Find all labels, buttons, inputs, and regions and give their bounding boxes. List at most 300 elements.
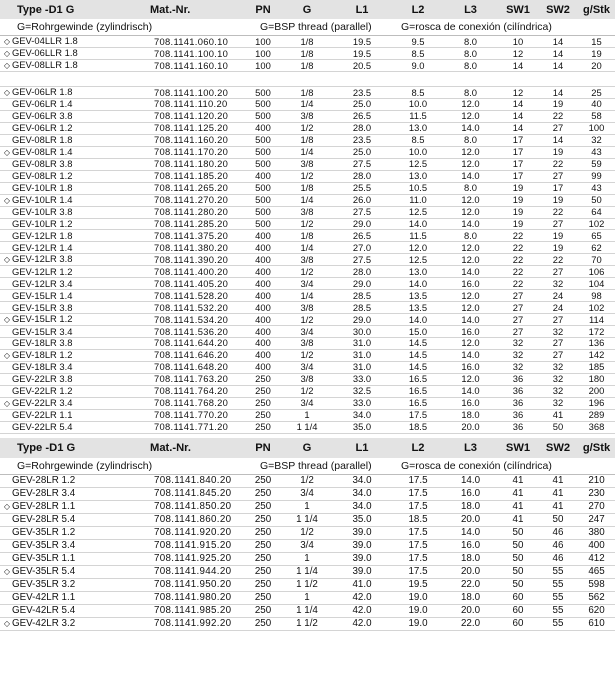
cell-type — [0, 539, 148, 552]
cell-mat-nr: 708.1141.270.20 — [148, 194, 243, 206]
header-l3: L3 — [443, 0, 498, 19]
cell-l2: 12.5 — [393, 206, 443, 218]
cell-g: 1 1/2 — [283, 578, 331, 591]
cell-sw2: 27 — [538, 338, 578, 350]
header-type: Type -D1 G — [0, 438, 148, 458]
cell-type — [0, 302, 148, 314]
cell-mat-nr: 708.1141.185.20 — [148, 170, 243, 182]
cell-l2: 17.5 — [393, 526, 443, 539]
cell-g-stk: 620 — [578, 604, 615, 617]
cell-l2: 9.5 — [393, 36, 443, 48]
cell-l2: 17.5 — [393, 539, 443, 552]
table-row — [0, 513, 615, 526]
cell-l1: 26.5 — [331, 230, 393, 242]
diamond-icon: ◇ — [3, 147, 11, 157]
cell-type — [0, 254, 148, 266]
cell-g: 3/4 — [283, 326, 331, 338]
cell-type — [0, 194, 148, 206]
cell-mat-nr: 708.1141.992.20 — [148, 617, 243, 630]
cell-sw1: 17 — [498, 146, 538, 158]
cell-pn: 400 — [243, 349, 283, 361]
cell-sw1: 17 — [498, 134, 538, 146]
table-row — [0, 349, 615, 361]
cell-l2: 13.5 — [393, 290, 443, 302]
cell-pn: 250 — [243, 578, 283, 591]
cell-type — [0, 326, 148, 338]
thread-note-de: G=Rohrgewinde (zylindrisch) — [0, 19, 243, 36]
cell-sw2: 32 — [538, 385, 578, 397]
cell-pn: 250 — [243, 604, 283, 617]
cell-l3: 14.0 — [443, 266, 498, 278]
diamond-icon: ◇ — [3, 255, 11, 265]
cell-g-stk: 19 — [578, 48, 615, 60]
cell-sw2: 32 — [538, 361, 578, 373]
type-label: GEV-10LR 1.2 — [12, 218, 73, 229]
cell-sw2: 27 — [538, 170, 578, 182]
cell-g-stk: 562 — [578, 591, 615, 604]
cell-mat-nr: 708.1141.980.20 — [148, 591, 243, 604]
cell-g-stk: 210 — [578, 474, 615, 487]
table-row — [0, 385, 615, 397]
diamond-icon: ◇ — [3, 398, 11, 408]
cell-l3: 20.0 — [443, 565, 498, 578]
cell-sw2: 46 — [538, 539, 578, 552]
cell-pn: 500 — [243, 110, 283, 122]
cell-type — [0, 349, 148, 361]
type-label: GEV-08LR 3.8 — [12, 158, 73, 170]
cell-mat-nr: 708.1141.125.20 — [148, 122, 243, 134]
cell-type — [0, 278, 148, 290]
cell-type — [0, 87, 148, 99]
header-sw2: SW2 — [538, 0, 578, 19]
type-label: GEV-35LR 5.4 — [12, 566, 76, 578]
cell-l3: 20.0 — [443, 604, 498, 617]
cell-mat-nr: 708.1141.528.20 — [148, 290, 243, 302]
cell-g: 3/4 — [283, 361, 331, 373]
cell-type — [0, 36, 148, 48]
cell-l1: 31.0 — [331, 338, 393, 350]
cell-type — [0, 230, 148, 242]
cell-sw2: 22 — [538, 206, 578, 218]
cell-l3: 12.0 — [443, 110, 498, 122]
type-label: GEV-06LR 1.8 — [12, 86, 73, 97]
cell-g: 3/8 — [283, 302, 331, 314]
cell-l2: 12.5 — [393, 158, 443, 170]
type-label: GEV-35LR 1.2 — [12, 527, 76, 539]
cell-l3: 14.0 — [443, 314, 498, 326]
cell-sw2: 55 — [538, 565, 578, 578]
cell-mat-nr: 708.1141.915.20 — [148, 539, 243, 552]
cell-l3: 16.0 — [443, 326, 498, 338]
cell-l1: 19.5 — [331, 48, 393, 60]
cell-sw1: 27 — [498, 314, 538, 326]
cell-sw1: 22 — [498, 242, 538, 254]
cell-pn: 500 — [243, 146, 283, 158]
cell-l2: 17.5 — [393, 565, 443, 578]
cell-l2: 13.5 — [393, 302, 443, 314]
cell-type — [0, 552, 148, 565]
cell-sw2: 50 — [538, 421, 578, 433]
type-label: GEV-22LR 1.2 — [12, 385, 73, 397]
type-label: GEV-28LR 1.1 — [12, 501, 76, 513]
cell-sw1: 50 — [498, 578, 538, 591]
table-row — [0, 487, 615, 500]
cell-sw2: 24 — [538, 290, 578, 302]
table-row — [0, 290, 615, 302]
cell-type — [0, 110, 148, 122]
cell-g: 3/8 — [283, 373, 331, 385]
cell-l2: 13.0 — [393, 170, 443, 182]
cell-mat-nr: 708.1141.925.20 — [148, 552, 243, 565]
table-1-body — [0, 36, 615, 434]
cell-mat-nr: 708.1141.110.20 — [148, 99, 243, 111]
cell-sw1: 60 — [498, 617, 538, 630]
cell-pn: 400 — [243, 361, 283, 373]
cell-mat-nr: 708.1141.380.20 — [148, 242, 243, 254]
table-row — [0, 266, 615, 278]
cell-mat-nr: 708.1141.644.20 — [148, 338, 243, 350]
cell-sw1: 50 — [498, 526, 538, 539]
cell-type — [0, 361, 148, 373]
cell-l3: 8.0 — [443, 87, 498, 99]
cell-g-stk: 180 — [578, 373, 615, 385]
type-label: GEV-10LR 3.8 — [12, 206, 73, 218]
cell-l2: 16.5 — [393, 373, 443, 385]
cell-g-stk: 136 — [578, 338, 615, 350]
type-label: GEV-06LR 1.4 — [12, 98, 73, 110]
cell-l2: 11.5 — [393, 230, 443, 242]
cell-g-stk: 114 — [578, 314, 615, 326]
cell-l1: 35.0 — [331, 513, 393, 526]
cell-type — [0, 146, 148, 158]
header-mat-nr: Mat.-Nr. — [148, 0, 243, 19]
cell-l3: 12.0 — [443, 302, 498, 314]
cell-l1: 34.0 — [331, 487, 393, 500]
cell-mat-nr: 708.1141.265.20 — [148, 182, 243, 194]
cell-g: 1/2 — [283, 349, 331, 361]
cell-l1: 39.0 — [331, 565, 393, 578]
type-label: GEV-22LR 1.1 — [12, 409, 73, 421]
header-l2: L2 — [393, 438, 443, 458]
cell-l2: 17.5 — [393, 409, 443, 421]
type-label: GEV-12LR 1.2 — [12, 265, 73, 277]
type-label: GEV-22LR 5.4 — [12, 421, 73, 433]
cell-sw2: 41 — [538, 474, 578, 487]
cell-pn: 250 — [243, 526, 283, 539]
type-label: GEV-04LLR 1.8 — [12, 35, 78, 46]
cell-sw1: 41 — [498, 487, 538, 500]
cell-mat-nr: 708.1141.646.20 — [148, 349, 243, 361]
cell-l1: 27.5 — [331, 158, 393, 170]
cell-l1: 20.5 — [331, 60, 393, 72]
cell-g: 3/8 — [283, 110, 331, 122]
table-header-row — [0, 438, 615, 458]
cell-g: 1/4 — [283, 99, 331, 111]
cell-g-stk: 50 — [578, 194, 615, 206]
thread-note-de: G=Rohrgewinde (zylindrisch) — [0, 458, 243, 475]
cell-type — [0, 604, 148, 617]
cell-g-stk: 70 — [578, 254, 615, 266]
cell-sw1: 12 — [498, 87, 538, 99]
cell-mat-nr: 708.1141.375.20 — [148, 230, 243, 242]
cell-l1: 28.5 — [331, 302, 393, 314]
cell-g: 1/2 — [283, 526, 331, 539]
cell-l1: 29.0 — [331, 218, 393, 230]
cell-l1: 42.0 — [331, 617, 393, 630]
type-label: GEV-12LR 1.8 — [12, 229, 73, 241]
cell-type — [0, 617, 148, 630]
type-label: GEV-10LR 1.8 — [12, 182, 73, 194]
table-row — [0, 194, 615, 206]
cell-g-stk: 465 — [578, 565, 615, 578]
type-label: GEV-15LR 3.8 — [12, 301, 73, 313]
cell-mat-nr: 708.1141.850.20 — [148, 500, 243, 513]
cell-sw2: 27 — [538, 218, 578, 230]
cell-l3: 8.0 — [443, 48, 498, 60]
cell-g-stk: 380 — [578, 526, 615, 539]
cell-l2: 17.5 — [393, 500, 443, 513]
cell-pn: 250 — [243, 373, 283, 385]
cell-l3: 8.0 — [443, 230, 498, 242]
cell-mat-nr: 708.1141.160.20 — [148, 134, 243, 146]
cell-sw1: 41 — [498, 513, 538, 526]
cell-mat-nr: 708.1141.120.20 — [148, 110, 243, 122]
type-label: GEV-22LR 3.4 — [12, 397, 73, 408]
cell-l2: 10.5 — [393, 182, 443, 194]
cell-pn: 500 — [243, 218, 283, 230]
cell-g: 3/8 — [283, 158, 331, 170]
cell-pn: 250 — [243, 397, 283, 409]
cell-l1: 26.0 — [331, 194, 393, 206]
cell-l1: 28.0 — [331, 170, 393, 182]
table-row — [0, 278, 615, 290]
table-row — [0, 617, 615, 630]
cell-l2: 14.5 — [393, 361, 443, 373]
cell-l2: 8.5 — [393, 134, 443, 146]
cell-l3: 12.0 — [443, 242, 498, 254]
cell-g-stk: 43 — [578, 182, 615, 194]
cell-pn: 500 — [243, 158, 283, 170]
cell-l2: 17.5 — [393, 487, 443, 500]
cell-g-stk: 99 — [578, 170, 615, 182]
cell-sw2: 14 — [538, 48, 578, 60]
cell-l2: 15.0 — [393, 326, 443, 338]
cell-l1: 31.0 — [331, 349, 393, 361]
type-label: GEV-12LR 3.8 — [12, 253, 73, 265]
header-l2: L2 — [393, 0, 443, 19]
cell-type — [0, 158, 148, 170]
table-row — [0, 500, 615, 513]
cell-sw1: 22 — [498, 278, 538, 290]
cell-sw2: 55 — [538, 591, 578, 604]
cell-g: 1/4 — [283, 194, 331, 206]
cell-l2: 16.5 — [393, 397, 443, 409]
table-row — [0, 206, 615, 218]
cell-l1: 34.0 — [331, 474, 393, 487]
cell-g: 1/8 — [283, 36, 331, 48]
cell-l3: 8.0 — [443, 36, 498, 48]
thread-note-en: G=BSP thread (parallel) — [243, 458, 393, 475]
cell-l3: 18.0 — [443, 552, 498, 565]
type-label: GEV-28LR 5.4 — [12, 514, 76, 526]
cell-g: 3/8 — [283, 206, 331, 218]
cell-mat-nr: 708.1141.534.20 — [148, 314, 243, 326]
cell-g: 1/8 — [283, 60, 331, 72]
cell-sw2: 41 — [538, 500, 578, 513]
cell-l1: 29.0 — [331, 278, 393, 290]
cell-l2: 13.0 — [393, 266, 443, 278]
cell-mat-nr: 708.1141.060.10 — [148, 36, 243, 48]
cell-mat-nr: 708.1141.532.20 — [148, 302, 243, 314]
cell-sw2: 17 — [538, 182, 578, 194]
cell-sw1: 22 — [498, 230, 538, 242]
cell-g-stk: 185 — [578, 361, 615, 373]
cell-g: 1 1/4 — [283, 565, 331, 578]
cell-sw1: 19 — [498, 206, 538, 218]
cell-g: 1/2 — [283, 266, 331, 278]
cell-sw2: 55 — [538, 617, 578, 630]
cell-l2: 14.5 — [393, 338, 443, 350]
cell-pn: 250 — [243, 487, 283, 500]
diamond-icon: ◇ — [3, 195, 11, 205]
cell-l3: 14.0 — [443, 526, 498, 539]
header-g-stk: g/Stk — [578, 0, 615, 19]
cell-l1: 23.5 — [331, 134, 393, 146]
cell-sw1: 17 — [498, 170, 538, 182]
cell-type — [0, 487, 148, 500]
cell-g-stk: 100 — [578, 122, 615, 134]
cell-l3: 8.0 — [443, 182, 498, 194]
cell-sw1: 19 — [498, 194, 538, 206]
cell-sw1: 50 — [498, 539, 538, 552]
cell-pn: 250 — [243, 565, 283, 578]
cell-mat-nr: 708.1141.950.20 — [148, 578, 243, 591]
cell-type — [0, 60, 148, 72]
cell-l1: 29.0 — [331, 314, 393, 326]
cell-sw1: 14 — [498, 122, 538, 134]
cell-l3: 18.0 — [443, 591, 498, 604]
cell-l3: 22.0 — [443, 578, 498, 591]
cell-mat-nr: 708.1141.771.20 — [148, 421, 243, 433]
cell-type — [0, 526, 148, 539]
cell-l3: 12.0 — [443, 206, 498, 218]
diamond-icon: ◇ — [3, 619, 11, 629]
cell-type — [0, 266, 148, 278]
cell-pn: 500 — [243, 182, 283, 194]
cell-type — [0, 314, 148, 326]
cell-pn: 400 — [243, 302, 283, 314]
cell-mat-nr: 708.1141.770.20 — [148, 409, 243, 421]
cell-g-stk: 98 — [578, 290, 615, 302]
cell-sw1: 36 — [498, 373, 538, 385]
cell-g-stk: 200 — [578, 385, 615, 397]
cell-pn: 400 — [243, 314, 283, 326]
table-2-body — [0, 474, 615, 630]
cell-sw1: 10 — [498, 36, 538, 48]
cell-type — [0, 338, 148, 350]
header-sw1: SW1 — [498, 438, 538, 458]
cell-l1: 41.0 — [331, 578, 393, 591]
cell-sw2: 22 — [538, 254, 578, 266]
cell-sw2: 50 — [538, 513, 578, 526]
cell-l1: 28.0 — [331, 122, 393, 134]
header-l1: L1 — [331, 438, 393, 458]
cell-l3: 18.0 — [443, 409, 498, 421]
cell-g-stk: 102 — [578, 218, 615, 230]
cell-g: 1/8 — [283, 230, 331, 242]
cell-sw2: 41 — [538, 487, 578, 500]
cell-l3: 14.0 — [443, 218, 498, 230]
cell-l2: 19.0 — [393, 591, 443, 604]
cell-type — [0, 591, 148, 604]
cell-mat-nr: 708.1141.763.20 — [148, 373, 243, 385]
cell-l3: 12.0 — [443, 194, 498, 206]
table-row — [0, 36, 615, 48]
cell-type — [0, 182, 148, 194]
cell-g: 1/8 — [283, 48, 331, 60]
cell-mat-nr: 708.1141.536.20 — [148, 326, 243, 338]
cell-sw2: 19 — [538, 99, 578, 111]
cell-type — [0, 122, 148, 134]
cell-sw2: 19 — [538, 194, 578, 206]
cell-sw2: 22 — [538, 110, 578, 122]
cell-pn: 400 — [243, 242, 283, 254]
cell-mat-nr: 708.1141.944.20 — [148, 565, 243, 578]
cell-l3: 16.0 — [443, 487, 498, 500]
cell-mat-nr: 708.1141.390.20 — [148, 254, 243, 266]
cell-l3: 12.0 — [443, 290, 498, 302]
table-row — [0, 110, 615, 122]
cell-sw2: 24 — [538, 302, 578, 314]
table-row — [0, 604, 615, 617]
cell-g-stk: 32 — [578, 134, 615, 146]
cell-type — [0, 500, 148, 513]
cell-g-stk: 15 — [578, 36, 615, 48]
table-row — [0, 361, 615, 373]
table-row — [0, 578, 615, 591]
cell-g: 1 — [283, 591, 331, 604]
cell-sw2: 55 — [538, 578, 578, 591]
cell-g: 1/8 — [283, 134, 331, 146]
table-row — [0, 338, 615, 350]
diamond-icon: ◇ — [3, 350, 11, 360]
cell-l3: 12.0 — [443, 146, 498, 158]
cell-g: 1/8 — [283, 182, 331, 194]
cell-g-stk: 106 — [578, 266, 615, 278]
header-g-stk: g/Stk — [578, 438, 615, 458]
cell-sw2: 14 — [538, 87, 578, 99]
cell-g: 3/4 — [283, 397, 331, 409]
diamond-icon: ◇ — [3, 49, 11, 58]
cell-l2: 13.0 — [393, 122, 443, 134]
cell-l3: 12.0 — [443, 158, 498, 170]
cell-type — [0, 218, 148, 230]
cell-l1: 34.0 — [331, 409, 393, 421]
cell-sw1: 14 — [498, 99, 538, 111]
cell-g: 1 — [283, 409, 331, 421]
cell-g-stk: 368 — [578, 421, 615, 433]
cell-sw2: 41 — [538, 409, 578, 421]
cell-l1: 42.0 — [331, 604, 393, 617]
cell-l1: 19.5 — [331, 36, 393, 48]
table-row — [0, 122, 615, 134]
cell-l2: 10.0 — [393, 146, 443, 158]
cell-g-stk: 610 — [578, 617, 615, 630]
table-row — [0, 254, 615, 266]
cell-g: 1/2 — [283, 474, 331, 487]
cell-mat-nr: 708.1141.845.20 — [148, 487, 243, 500]
cell-mat-nr: 708.1141.180.20 — [148, 158, 243, 170]
